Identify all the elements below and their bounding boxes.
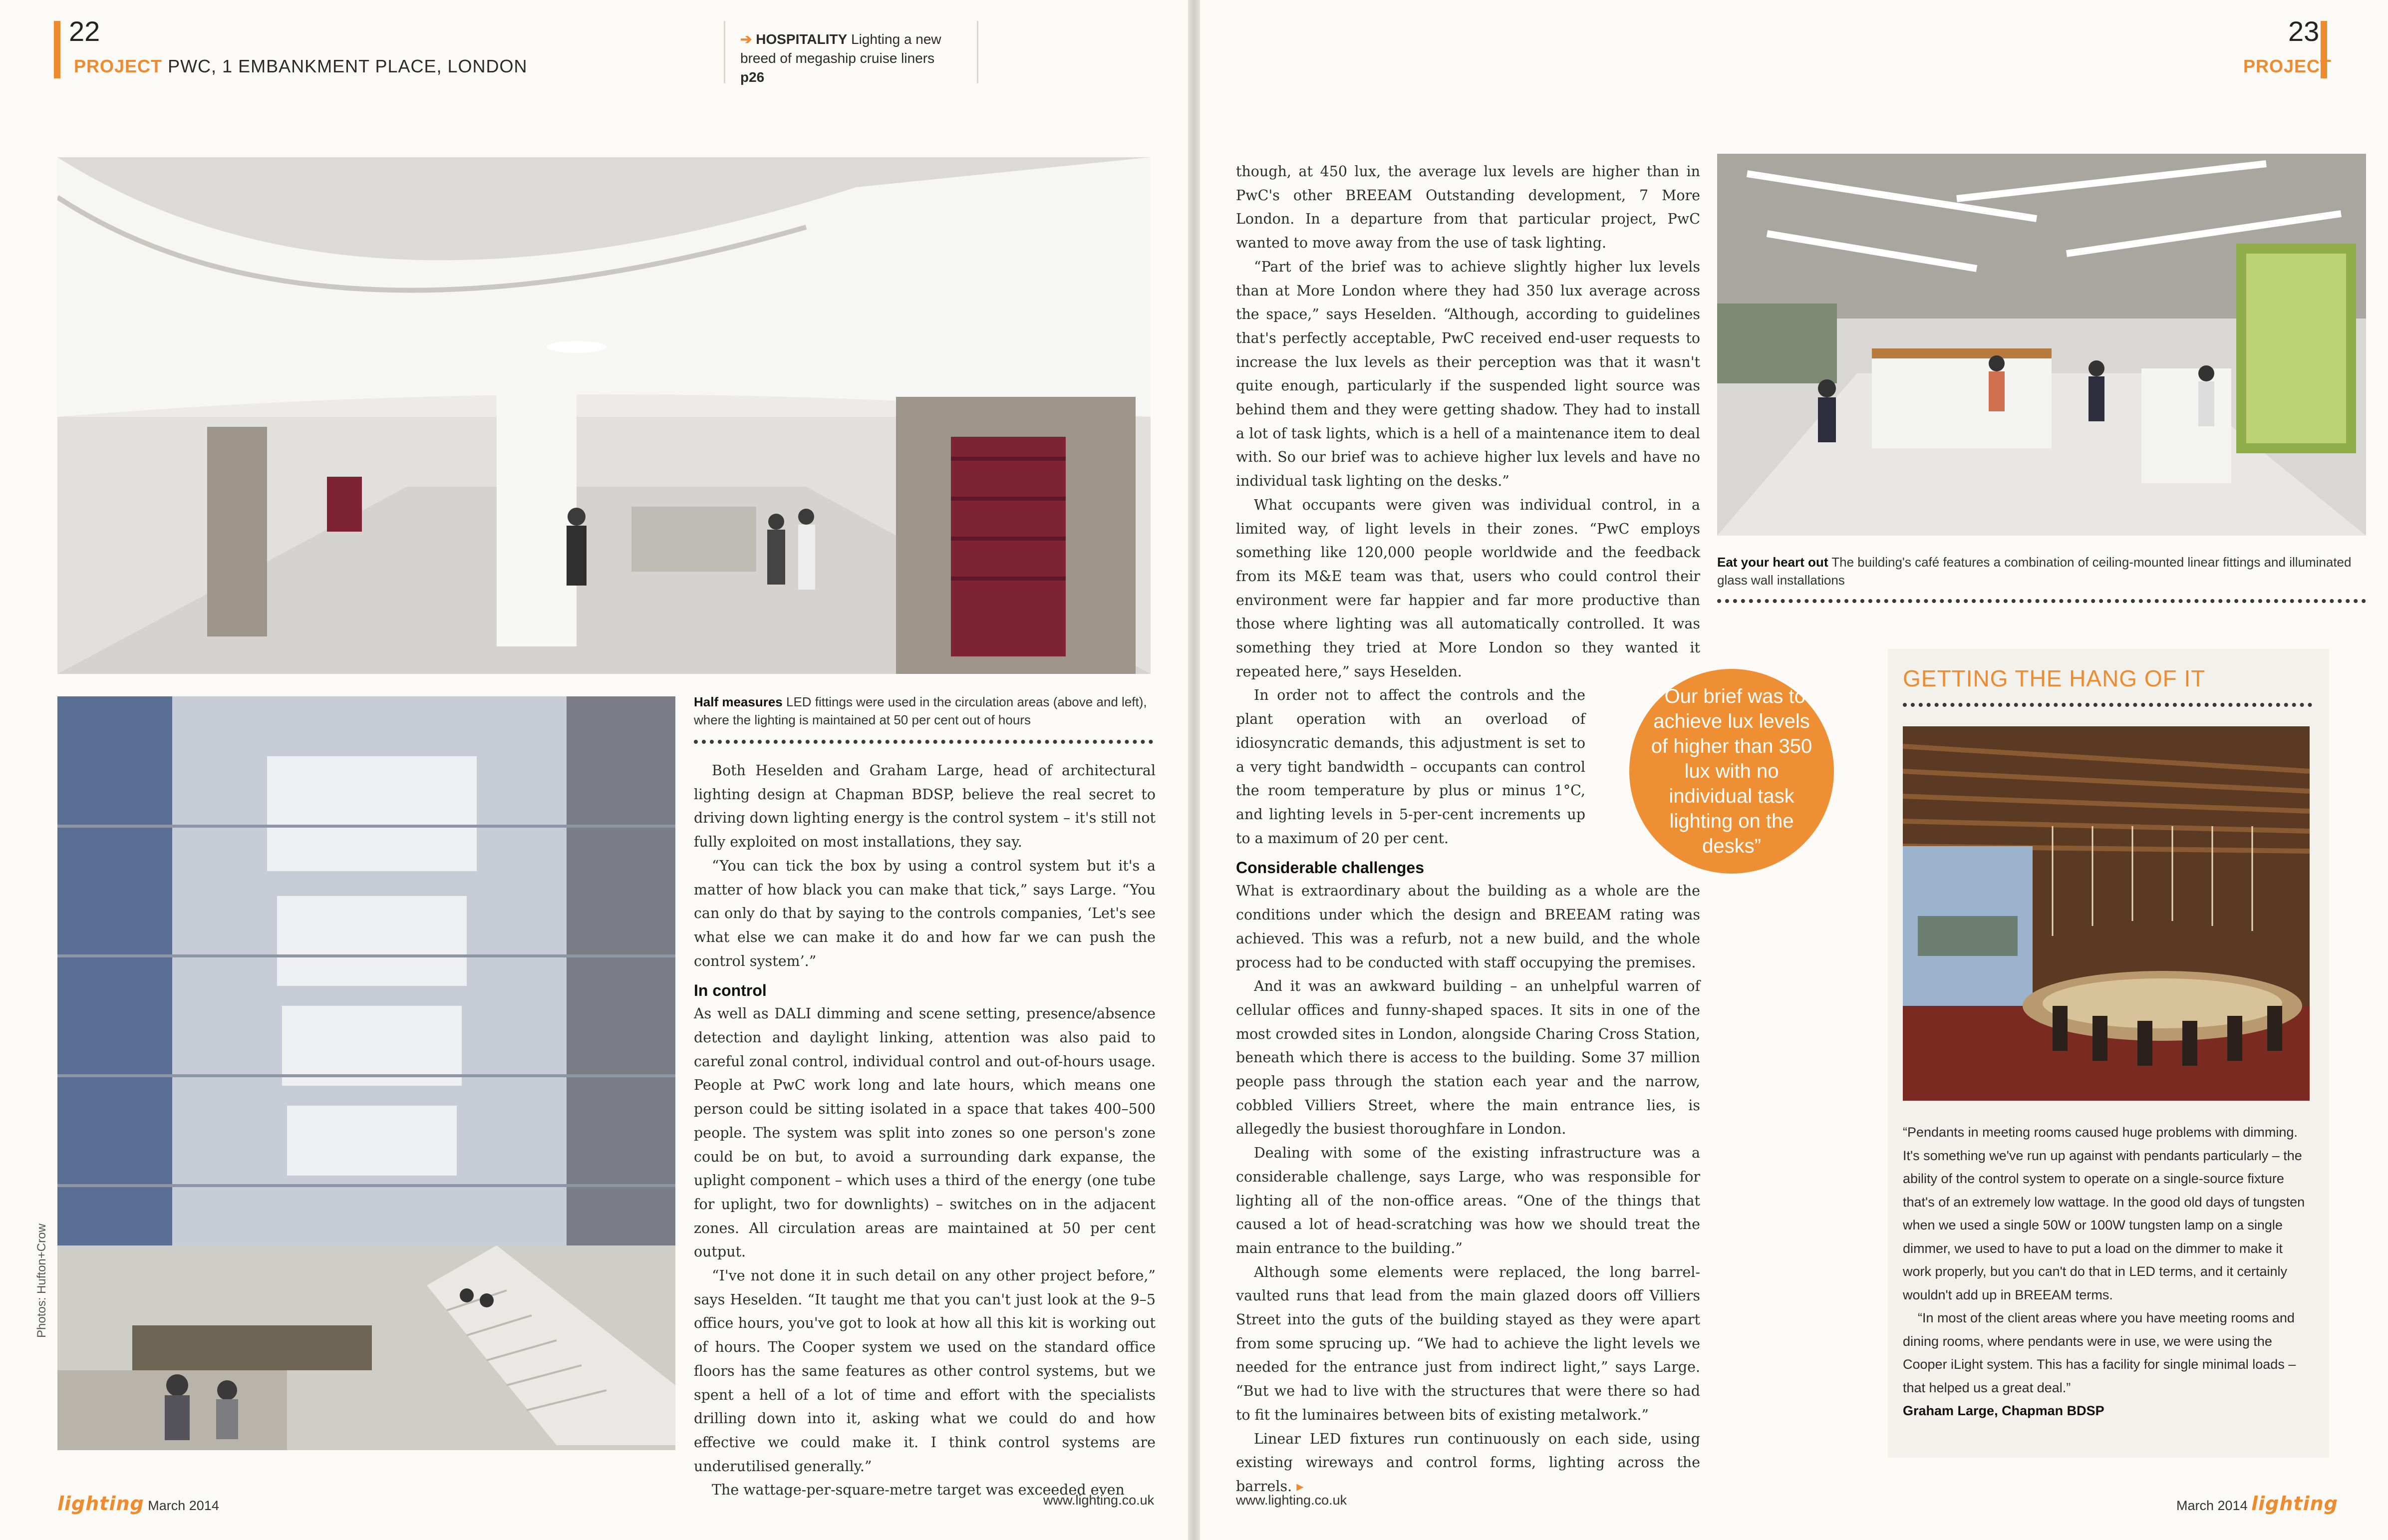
paragraph-text: Linear LED fixtures run continuously on each side, using existing wireways and control forms, lighting across the barrels. [1236, 1430, 1700, 1495]
sidebar-box [1888, 649, 2329, 1458]
paragraph: “Pendants in meeting rooms caused huge problems with dimming. It's something we've run up against with pendants particularly – the ability of the control system to operate on a single-source fixture that's of an extremely low wattage. In the good old days of tungsten when we used a single 50W or 100W tungsten lamp on a single dimmer, we used to have to put a load on the dimmer to make it work properly, but you can't do that in LED terms, and it certainly wouldn't add up in BREEAM terms. [1903, 1125, 2305, 1302]
right-arrow-icon: ➔ [740, 31, 752, 47]
paragraph: Although some elements were replaced, the long barrel-vaulted runs that lead from the main glazed doors off Villiers Street into the guts of the building stayed as they were apart from some sprucing up. “We had to achieve the light levels we needed for the entrance just from indirect light,” says Large. “But we had to live with the structures that were there so had to fit the luminaires between bits of existing metalwork.” [1236, 1263, 1700, 1423]
subheading: In control [694, 981, 767, 1000]
section-label: PROJECT [2243, 56, 2332, 76]
section-label: PROJECT [74, 56, 163, 76]
footer-url[interactable]: www.lighting.co.uk [1043, 1493, 1155, 1508]
footer-url[interactable]: www.lighting.co.uk [1236, 1493, 1347, 1508]
section-header [74, 56, 528, 77]
paragraph [1236, 1427, 1700, 1499]
footer-date: March 2014 [2176, 1498, 2248, 1513]
page-number: 23 [2288, 15, 2320, 47]
paragraph: Both Heselden and Graham Large, head of architectural lighting design at Chapman BDSP, believe the real secret to driving down lighting energy is the control system – it's still not fully exploited on most installations, they say. [694, 762, 1156, 851]
teaser-kicker: HOSPITALITY [756, 31, 848, 47]
paragraph: “You can tick the box by using a control system but it's a matter of how black you can make that tick,” says Large. “You can only do that by saying to the controls companies, ‘Let's see what else we can make it do and how far we can push the control system’.” [694, 857, 1156, 969]
caption-bold: Eat your heart out [1717, 555, 1828, 570]
paragraph: “In most of the client areas where you have meeting rooms and dining rooms, where pendants were in use, we were using the Cooper iLight system. This has a facility for single minimal loads – that helped us a great deal.” [1903, 1310, 2296, 1395]
footer-date: March 2014 [148, 1498, 219, 1513]
caption-text: The building's café features a combination of ceiling-mounted linear fittings and illuminated glass wall installations [1717, 555, 2352, 588]
article-column-right [1236, 160, 1700, 1499]
pull-quote-text: “Our brief was to achieve lux levels of higher than 350 lux with no individual task lighting on the desks” [1651, 685, 1812, 857]
footer-right [2176, 1493, 2338, 1515]
paragraph: “Part of the brief was to achieve slightly higher lux levels than at More London where they had 350 lux average across the space,” says Heselden. “Although, according to guidelines that's perfectly acceptable, PwC received end-user requests to increase the lux levels as their perception was that it wasn't quite enough, particularly if the suspended light source was behind them and they were getting shadow. They had to install a lot of task lights, which is a hell of a maintenance item to deal with. So our brief was to achieve higher lux levels and have no individual task lighting on the desks.” [1236, 258, 1700, 490]
page-marker-bar [54, 21, 60, 78]
teaser-page: p26 [740, 69, 765, 85]
paragraph: And it was an awkward building – an unhelpful warren of cellular offices and funny-shaped spaces. It sits in one of the most crowded sites in London, alongside Charing Cross Station, beneath which there is access to the building. Some 37 million people pass through the station each year and the narrow, cobbled Villiers Street, where the main entrance lies, is allegedly the busiest thoroughfare in London. [1236, 978, 1700, 1138]
attribution: Graham Large, Chapman BDSP [1903, 1403, 2104, 1418]
paragraph: In order not to affect the controls and the plant operation with an overload of idiosyncratic demands, this adjustment is set to a very tight bandwidth – occupants can control the room temperature by plus or minus 1°C, and lighting levels in 5-per-cent increments up to a maximum of 20 per cent. [1236, 687, 1585, 847]
pull-quote [1629, 669, 1834, 874]
continue-triangle-icon: ▸ [1296, 1478, 1304, 1495]
page-number: 22 [69, 15, 100, 47]
meeting-room-photo [1903, 726, 2310, 1101]
paragraph: What occupants were given was individual control, in a limited way, of light levels in their zones. “PwC employs something like 120,000 people worldwide and the feedback from its M&E team was that, users who could control their environment were far happier and far more productive than those where lighting was all automatically controlled. It was something they tried at More London so they wanted it repeated here,” says Heselden. [1236, 496, 1700, 680]
section-header [2243, 56, 2332, 77]
paragraph: The wattage-per-square-metre target was exceeded even [712, 1482, 1125, 1499]
paragraph: What is extraordinary about the building as a whole are the conditions under which the design and BREEAM rating was achieved. This was a refurb, not a new build, and the whole process had to be conducted with staff occupying the premises. [1236, 883, 1700, 971]
paragraph: though, at 450 lux, the average lux levels are higher than in PwC's other BREEAM Outstanding development, 7 More London. In a departure from that particular project, PwC wanted to move away from the use of task lighting. [1236, 163, 1700, 252]
photo-caption [694, 693, 1153, 729]
footer-left [57, 1493, 219, 1515]
cafe-photo [1717, 154, 2366, 536]
left-page [0, 0, 1188, 1540]
cafe-caption [1717, 553, 2366, 589]
spine-gutter [1188, 0, 1200, 1540]
sidebar-quote [1903, 1121, 2307, 1423]
paragraph: “I've not done it in such detail on any other project before,” says Heselden. “It taught me that you can't just look at the 9–5 office hours, you've got to look at how all this kit is working out of hours. The Cooper system we used on the standard office floors has the same features as other control systems, but we spent a hell of a lot of time and effort with the specialists drilling down into it, asking what we could do and how effective we could make it. I think control systems are underutilised generally.” [694, 1267, 1156, 1475]
photo-credit: Photos: Hufton+Crow [35, 1224, 48, 1338]
sidebar-title: GETTING THE HANG OF IT [1903, 665, 2206, 691]
magazine-logo: lighting [2251, 1493, 2338, 1515]
sidebar-rule [1903, 703, 2312, 707]
lobby-photo [57, 157, 1151, 674]
article-title: PWC, 1 EMBANKMENT PLACE, LONDON [168, 56, 528, 76]
caption-text: LED fittings were used in the circulation areas (above and left), where the lighting is maintained at 50 per cent out of hours [694, 694, 1147, 727]
subheading: Considerable challenges [1236, 859, 1425, 877]
caption-rule [1717, 599, 2366, 603]
teaser-text: Lighting a new breed of megaship cruise liners [740, 31, 941, 66]
article-column-left [694, 759, 1156, 1502]
caption-rule [694, 740, 1153, 744]
teaser-box[interactable] [724, 21, 978, 83]
paragraph: As well as DALI dimming and scene setting, presence/absence detection and daylight linking, attention was also paid to careful zonal control, individual control and out-of-hours usage. People at PwC work long and late hours, which means one person could be sitting isolated in a space that takes 400–500 people. The system was split into zones so one person's zone could be on but, to avoid a surrounding dark expanse, the uplight component – which uses a third of the energy (one tube for uplight, two for downlights) – switches on in the adjacent zones. All circulation areas are maintained at 50 per cent output. [694, 1005, 1156, 1260]
caption-bold: Half measures [694, 694, 783, 709]
atrium-photo [57, 696, 675, 1450]
paragraph: Dealing with some of the existing infrastructure was a considerable challenge, says Large, who was responsible for lighting all of the non-office areas. “One of the things that caused a lot of head-scratching was how we should treat the main entrance to the building.” [1236, 1145, 1700, 1256]
magazine-logo: lighting [57, 1493, 144, 1515]
